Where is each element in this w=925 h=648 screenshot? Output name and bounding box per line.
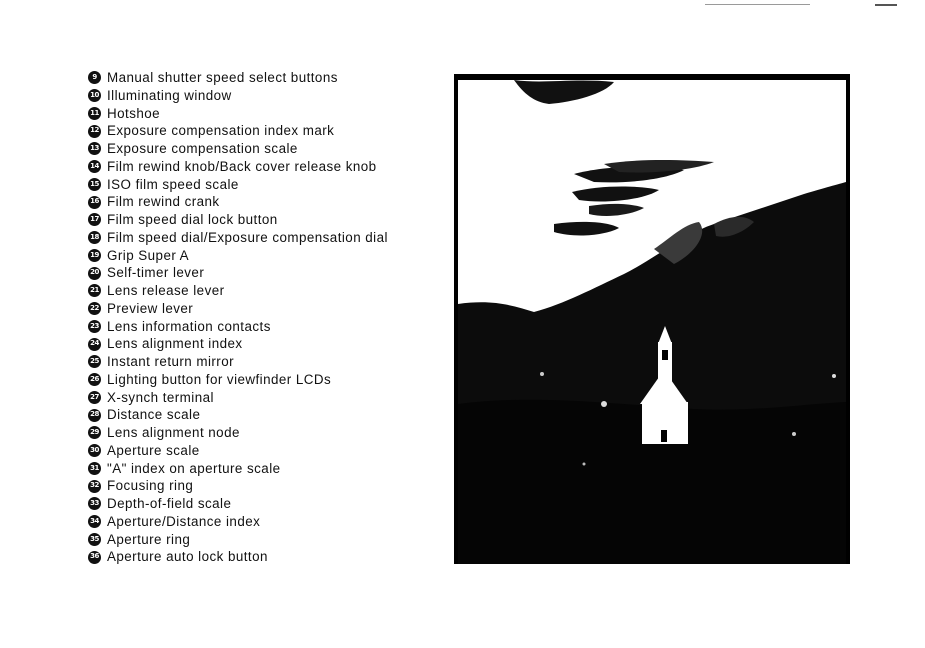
parts-list-item [88,371,388,389]
parts-list-item [88,229,388,247]
number-badge-icon: 24 [88,338,101,351]
number-badge-icon: 15 [88,178,101,191]
part-label: "A" index on aperture scale [107,460,281,476]
number-badge-icon: 36 [88,551,101,564]
number-badge-icon: 20 [88,267,101,280]
parts-list-item [88,406,388,424]
number-badge-icon: 29 [88,426,101,439]
parts-list-item [88,531,388,549]
parts-list-item [88,513,388,531]
parts-list-item [88,460,388,478]
part-label: Manual shutter speed select buttons [107,70,338,85]
parts-list-item [88,193,388,211]
number-badge-icon: 14 [88,160,101,173]
church-landscape-illustration [454,74,850,564]
part-label: Lighting button for viewfinder LCDs [107,371,332,387]
part-label: Lens alignment node [107,425,240,440]
number-badge-icon: 21 [88,284,101,297]
number-badge-icon: 32 [88,480,101,493]
part-label: Preview lever [107,300,194,316]
part-label: Aperture/Distance index [107,513,261,529]
part-label: Aperture scale [107,442,200,458]
parts-list-item [88,122,388,140]
parts-list-item [88,140,388,158]
part-label: Instant return mirror [107,354,235,369]
number-badge-icon: 26 [88,373,101,386]
parts-list-item [88,477,388,495]
parts-list-item [88,495,388,513]
number-badge-icon: 22 [88,302,101,315]
part-label: Exposure compensation scale [107,141,298,156]
parts-list-item [88,69,388,87]
parts-list-item [88,176,388,194]
part-label: Self-timer lever [107,265,205,281]
part-label: Hotshoe [107,105,161,121]
part-label: Film speed dial/Exposure compensation dial [107,229,388,245]
header-rule-short [875,4,897,6]
part-label: Illuminating window [107,87,232,103]
number-badge-icon: 31 [88,462,101,475]
parts-list-item [88,282,388,300]
number-badge-icon: 28 [88,409,101,422]
number-badge-icon: 16 [88,196,101,209]
parts-list-item [88,548,388,566]
number-badge-icon: 19 [88,249,101,262]
number-badge-icon: 30 [88,444,101,457]
number-badge-icon: 12 [88,125,101,138]
parts-legend-list [88,69,388,566]
parts-list-item [88,264,388,282]
number-badge-icon: 33 [88,497,101,510]
number-badge-icon: 17 [88,213,101,226]
part-label: Film rewind knob/Back cover release knob [107,158,377,174]
number-badge-icon: 23 [88,320,101,333]
part-label: Aperture auto lock button [107,549,268,565]
part-label: Aperture ring [107,531,191,547]
number-badge-icon: 11 [88,107,101,120]
part-label: Film rewind crank [107,194,220,210]
parts-list-item [88,442,388,460]
part-label: Distance scale [107,407,201,423]
header-rule [705,4,810,5]
parts-list-item [88,389,388,407]
parts-list-item [88,300,388,318]
part-label: Lens release lever [107,283,225,298]
parts-list-item [88,335,388,353]
part-label: Film speed dial lock button [107,212,278,227]
part-label: Lens information contacts [107,318,271,334]
parts-list-item [88,105,388,123]
number-badge-icon: 27 [88,391,101,404]
part-label: Grip Super A [107,247,190,263]
part-label: ISO film speed scale [107,176,239,192]
number-badge-icon: 25 [88,355,101,368]
landscape-photo [454,74,850,564]
parts-list-item [88,158,388,176]
number-badge-icon: 34 [88,515,101,528]
number-badge-icon: 13 [88,142,101,155]
number-badge-icon: 9 [88,71,101,84]
part-label: Lens alignment index [107,336,243,352]
parts-list-item [88,424,388,442]
parts-list-item [88,318,388,336]
parts-list-item [88,211,388,229]
part-label: Depth-of-field scale [107,496,232,511]
part-label: Focusing ring [107,478,194,494]
number-badge-icon: 10 [88,89,101,102]
number-badge-icon: 18 [88,231,101,244]
parts-list-item [88,87,388,105]
part-label: Exposure compensation index mark [107,123,335,139]
parts-list-item [88,247,388,265]
parts-list-item [88,353,388,371]
number-badge-icon: 35 [88,533,101,546]
part-label: X-synch terminal [107,389,214,405]
